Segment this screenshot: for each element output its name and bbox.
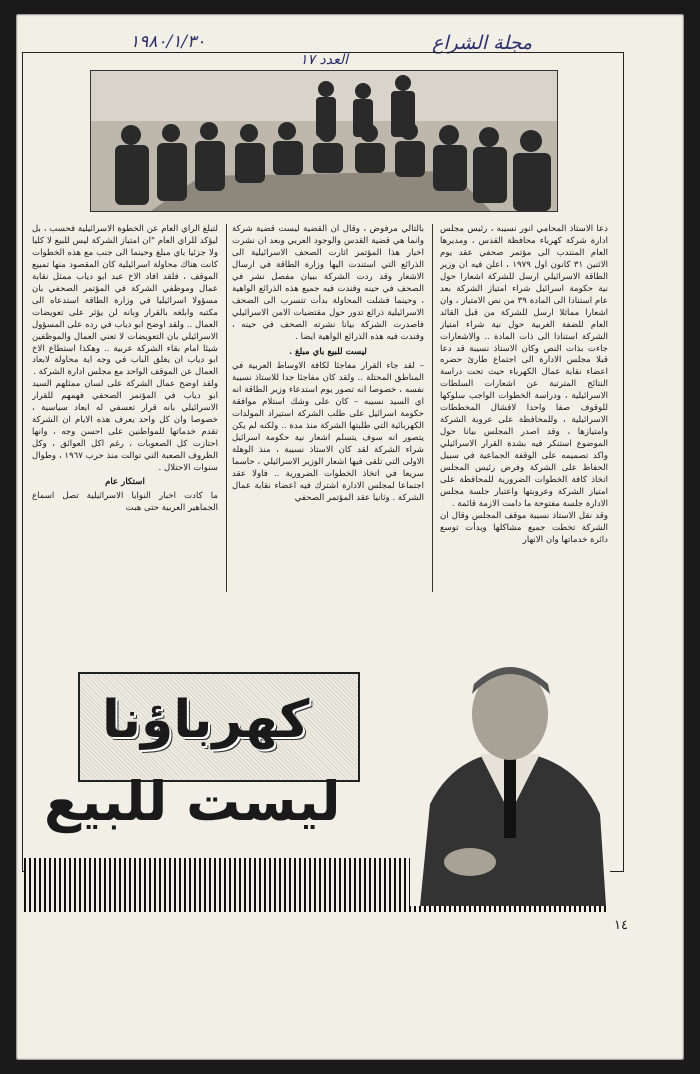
subheading: استكار عام <box>105 477 145 488</box>
column-divider <box>432 224 433 592</box>
paragraph: ما كادت اخبار النوايا الاسرائيلية تصل اسماع الجماهير العربية حتى هبت <box>32 490 218 513</box>
paragraph: دعا الاستاذ المحامي انور نسيبه ، رئيس مجلس ادارة شركة كهرباء محافظة القدس ، ومديرها العام المنتدب الى مؤتمر صحفي عقد يوم الاثنين ٣١ كانون اول ١٩٧٩ ، اعلن فيه ان وزير الطاقة الاسرائيلي ارسل للشركة اشعارا حول نية حكومة اسرائيل شراء امتياز الشركة بعد عام استنادا الى المادة ٣٩ من نص الامتياز ، وان اشعارا مماثلا ارسل للشركة من قبل القائد العام للضفة الغربية حول نية شراء امتياز الشركة استنادا الى ذات المادة .. والاشعارات جاءت بذات النص وكان الاستاذ نسيبة قد دعا قبلا مجلس الادارة الى اجتماع طارئ حضره اعضاء نقابة عمال الكهرباء حيث تحت دراسة النتائج المترتبة عن اشعارات السلطات الاسرائيلية ، ودراسة الخطوات الواجب سلوكها للوقوف صفا واحدا لافشال المخططات الاسرائيلية ، وللمحافظة على عروبة الشركة وامتيازها ، وقد اصدر المجلس بيانا حول الموضوع استنكر فيه بشدة القرار الاسرائيلي واكد تصميمه على الوقفة الجماعية في سبيل الحفاظ على الشركة وفرض رئيس المجلس اتخاذ كافة الخطوات الضرورية للمحافظة على امتياز الشركة وعروبتها واعتبار جلسة مجلس الادارة جلسة مفتوحة ما دامت الازمة قائمة . <box>440 224 608 509</box>
paragraph: وقد نقل الاستاذ نسيبة موقف المجلس وقال ان الشركة تخطت جميع مشاكلها وبدأت توسع دائرة خدماتها وان الانهار <box>440 510 608 545</box>
headline-line-1: كهرباؤنا <box>102 690 310 750</box>
article-column-middle <box>232 224 424 616</box>
paragraph: لتبلغ الراي العام عن الخطوة الاسرائيلية فحسب ، بل ليؤكد للراي العام "ان امتياز الشركة ليس للبيع لا كليا ولا جزئيا باي مبلغ وحينما الى جنب مع هذه الخطوات كانت هناك محاولة اسرائيلية كان المقصود منها تمييع الموقف ، فلقد افاد الاخ عبد ابو دياب ممثل نقابة عمال وموظفي الشركة في المؤتمر الصحفي بان مسؤولا اسرائيليا في وزارة الطاقة استدعاه الى مكتبه وابلغه بالقرار وبانه لن يؤثر على تعويضات العمال .. ولقد اوضح ابو دياب في رده على المسؤول الاسرائيلي بان التعويضات لا تعني العمال والموظفين شيئا امام بقاء الشركة عربية .. وهكذا استطاع الاخ ابو دياب ان يغلق الباب في وجه اية محاولة لابعاد العمال عن الموقف الواحد مع مجلس ادارة الشركة . <box>32 224 218 378</box>
handwritten-magazine-name: مجلة الشراع <box>432 32 533 54</box>
headline-line-2: ليست للبيع <box>44 770 341 833</box>
article-column-left <box>32 224 218 634</box>
paragraph: بالتالي مرفوض ، وقال ان القضية ليست قضية شركة وانما هي قضية القدس والوجود العربي وبعد ان نشرت اخبار هذا المؤتمر اثارت الصحف الاسرائيلية الى الذرائع التي استندت اليها وزارة الطاقة في ارسال الاشعار وقد ردت الشركة ببيان مفصل نشر في الصحف في حينه وفندت فيه جميع هذه الذرائع الواهية ، وحينما فشلت المحاولة بدأت تتسرب الى الصحف الاسرائيلية ذرائع تدور حول مقتضيات الامن الاسرائيلي فاصدرت الشركة بيانا نشرته الصحف في حينه ، وفندت فيه هذه الذرائع الواهية ايضا . <box>232 224 424 342</box>
group-photo <box>90 70 558 212</box>
subheading: ليست للبيع باي مبلغ . <box>289 346 367 357</box>
article-column-right <box>440 224 608 626</box>
handwritten-issue-number: العدد ١٧ <box>300 52 348 68</box>
column-divider <box>226 224 227 592</box>
portrait-photo <box>410 654 610 906</box>
page-number: ١٤ <box>614 918 628 933</box>
handwritten-date: ١٩٨٠/١/٣٠ <box>130 32 206 52</box>
paragraph: – لقد جاء القرار مفاجئا لكافة الاوساط العربية في المناطق المحتلة .. ولقد كان مفاجئا جدا للاستاذ نسيبة نفسه ، خصوصا انه تصور يوم استدعاء وزير الطاقة انه اي السيد نسيبه – كان على وشك استلام موافقة حكومة اسرائيل على طلب الشركة استيراد المولدات الكهربائية التي طلبتها الشركة منذ مدة .. ولكنه لم يكن يتصور انه سوف يتسلم اشعار نية حكومة اسرائيل شراء الشركة لقد كان الاستاذ نسيبة ، منذ الوهلة الاولى التي تلقى فيها اشعار الوزير الاسرائيلي ، حاسما سريعا في اتخاذ الخطوات الضرورية .. فاولا عقد اجتماعا لمجلس الادارة اشترك فيه اعضاء نقابة عمال الشركة . وثانيا عقد المؤتمر الصحفي <box>232 361 424 503</box>
paragraph: ولقد اوضح عمال الشركة على لسان ممثلهم السيد ابو دياب في المؤتمر الصحفي فهمهم للقرار الاسرائيلي بانه قرار تعسفي له ابعاد سياسية ، خصوصا وان كل واحد يعرف هذه الايام ان الشركة تقدم خدماتها للمواطنين على احسن وجه ، وانها احتازت كل الصعوبات ، رغم اكل العوائق ، وكل الظروف الصعبة التي توالت منذ حرب ١٩٦٧ ، وطوال سنوات الاحتلال . <box>32 379 218 474</box>
